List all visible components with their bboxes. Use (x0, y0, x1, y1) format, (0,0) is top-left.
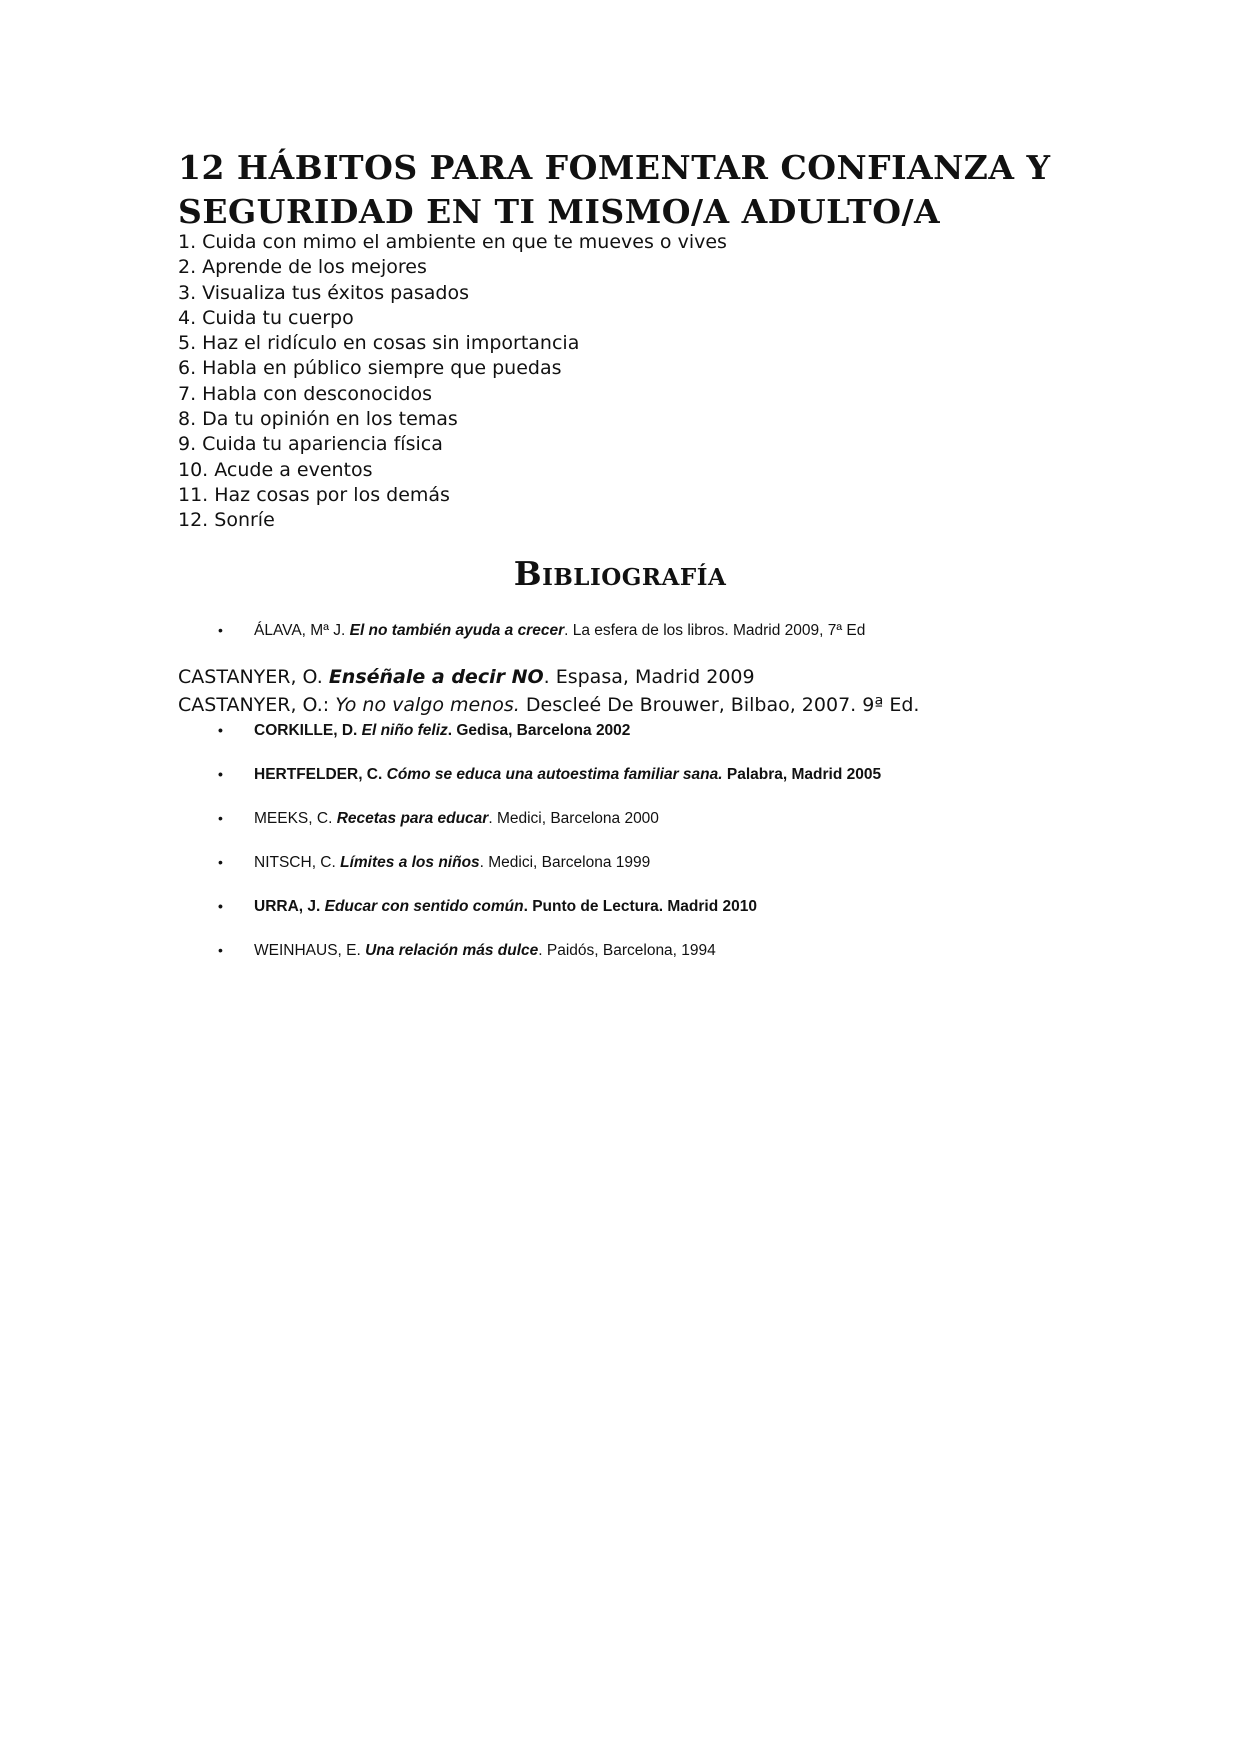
bibliography-entry-nitsch (218, 852, 650, 873)
entry-author: CASTANYER, O. (178, 666, 329, 688)
bullet-icon: • (218, 766, 223, 782)
entry-author: CASTANYER, O.: (178, 694, 336, 716)
entry-details: . Medici, Barcelona 1999 (479, 854, 651, 871)
habit-item: 5. Haz el ridículo en cosas sin importancia (178, 332, 580, 355)
entry-book-title: Enséñale a decir NO (328, 666, 544, 688)
entry-book-title: El no también ayuda a crecer (349, 622, 565, 639)
entry-details: . La esfera de los libros. Madrid 2009, 7ª Ed (564, 622, 866, 639)
entry-details: Descleé De Brouwer, Bilbao, 2007. 9ª Ed. (519, 694, 920, 716)
habit-item: 11. Haz cosas por los demás (178, 483, 450, 506)
entry-author: NITSCH, C. (254, 854, 341, 871)
entry-author: HERTFELDER, C. (254, 766, 387, 783)
habit-item: 4. Cuida tu cuerpo (178, 306, 354, 329)
habit-item: 7. Habla con desconocidos (178, 382, 432, 405)
entry-book-title: Cómo se educa una autoestima familiar sana. (386, 766, 723, 783)
habit-item: 6. Habla en público siempre que puedas (178, 357, 562, 380)
habit-item: 2. Aprende de los mejores (178, 256, 427, 279)
bullet-icon: • (218, 898, 223, 914)
habits-list (178, 230, 727, 534)
entry-details: . Espasa, Madrid 2009 (543, 666, 755, 688)
bibliography-entry-hertfelder (218, 764, 881, 785)
bibliography-entry-castanyer-2 (178, 693, 919, 717)
entry-book-title: Límites a los niños (340, 854, 480, 871)
bullet-icon: • (218, 622, 223, 638)
bibliography-entry-urra (218, 896, 757, 917)
entry-author: MEEKS, C. (254, 810, 337, 827)
entry-author: CORKILLE, D. (254, 722, 362, 739)
bullet-icon: • (218, 722, 223, 738)
entry-details: . Medici, Barcelona 2000 (488, 810, 659, 827)
entry-book-title: Yo no valgo menos. (335, 694, 520, 716)
entry-details: . Gedisa, Barcelona 2002 (447, 722, 631, 739)
entry-author: WEINHAUS, E. (254, 942, 366, 959)
title-line-1: 12 HÁBITOS PARA FOMENTAR CONFIANZA Y (178, 148, 1051, 187)
habit-item: 10. Acude a eventos (178, 458, 373, 481)
bibliography-heading: Bibliografía (513, 554, 727, 593)
entry-book-title: El niño feliz (361, 722, 448, 739)
entry-book-title: Recetas para educar (336, 810, 489, 827)
habit-item: 8. Da tu opinión en los temas (178, 408, 458, 431)
bibliography-entry-meeks (218, 808, 659, 829)
habit-item: 1. Cuida con mimo el ambiente en que te mueves o vives (178, 231, 727, 253)
entry-details: . Punto de Lectura. Madrid 2010 (523, 898, 757, 915)
bibliography-entry-weinhaus (218, 940, 716, 961)
bullet-icon: • (218, 942, 223, 958)
bibliography-entry-castanyer-1 (178, 665, 755, 689)
entry-book-title: Educar con sentido común (324, 898, 524, 915)
entry-book-title: Una relación más dulce (365, 942, 539, 959)
entry-author: ÁLAVA, Mª J. (254, 622, 350, 639)
habit-item: 12. Sonríe (178, 509, 275, 532)
entry-details: Palabra, Madrid 2005 (722, 766, 882, 783)
bullet-icon: • (218, 810, 223, 826)
title-line-2: SEGURIDAD EN TI MISMO/A ADULTO/A (178, 192, 941, 231)
page-title (178, 146, 1058, 234)
habit-item: 9. Cuida tu apariencia física (178, 433, 443, 456)
bibliography-entry-alava (218, 620, 865, 641)
entry-details: . Paidós, Barcelona, 1994 (538, 942, 716, 959)
bibliography-entry-corkille (218, 720, 630, 741)
habit-item: 3. Visualiza tus éxitos pasados (178, 281, 469, 304)
entry-author: URRA, J. (254, 898, 325, 915)
bullet-icon: • (218, 854, 223, 870)
